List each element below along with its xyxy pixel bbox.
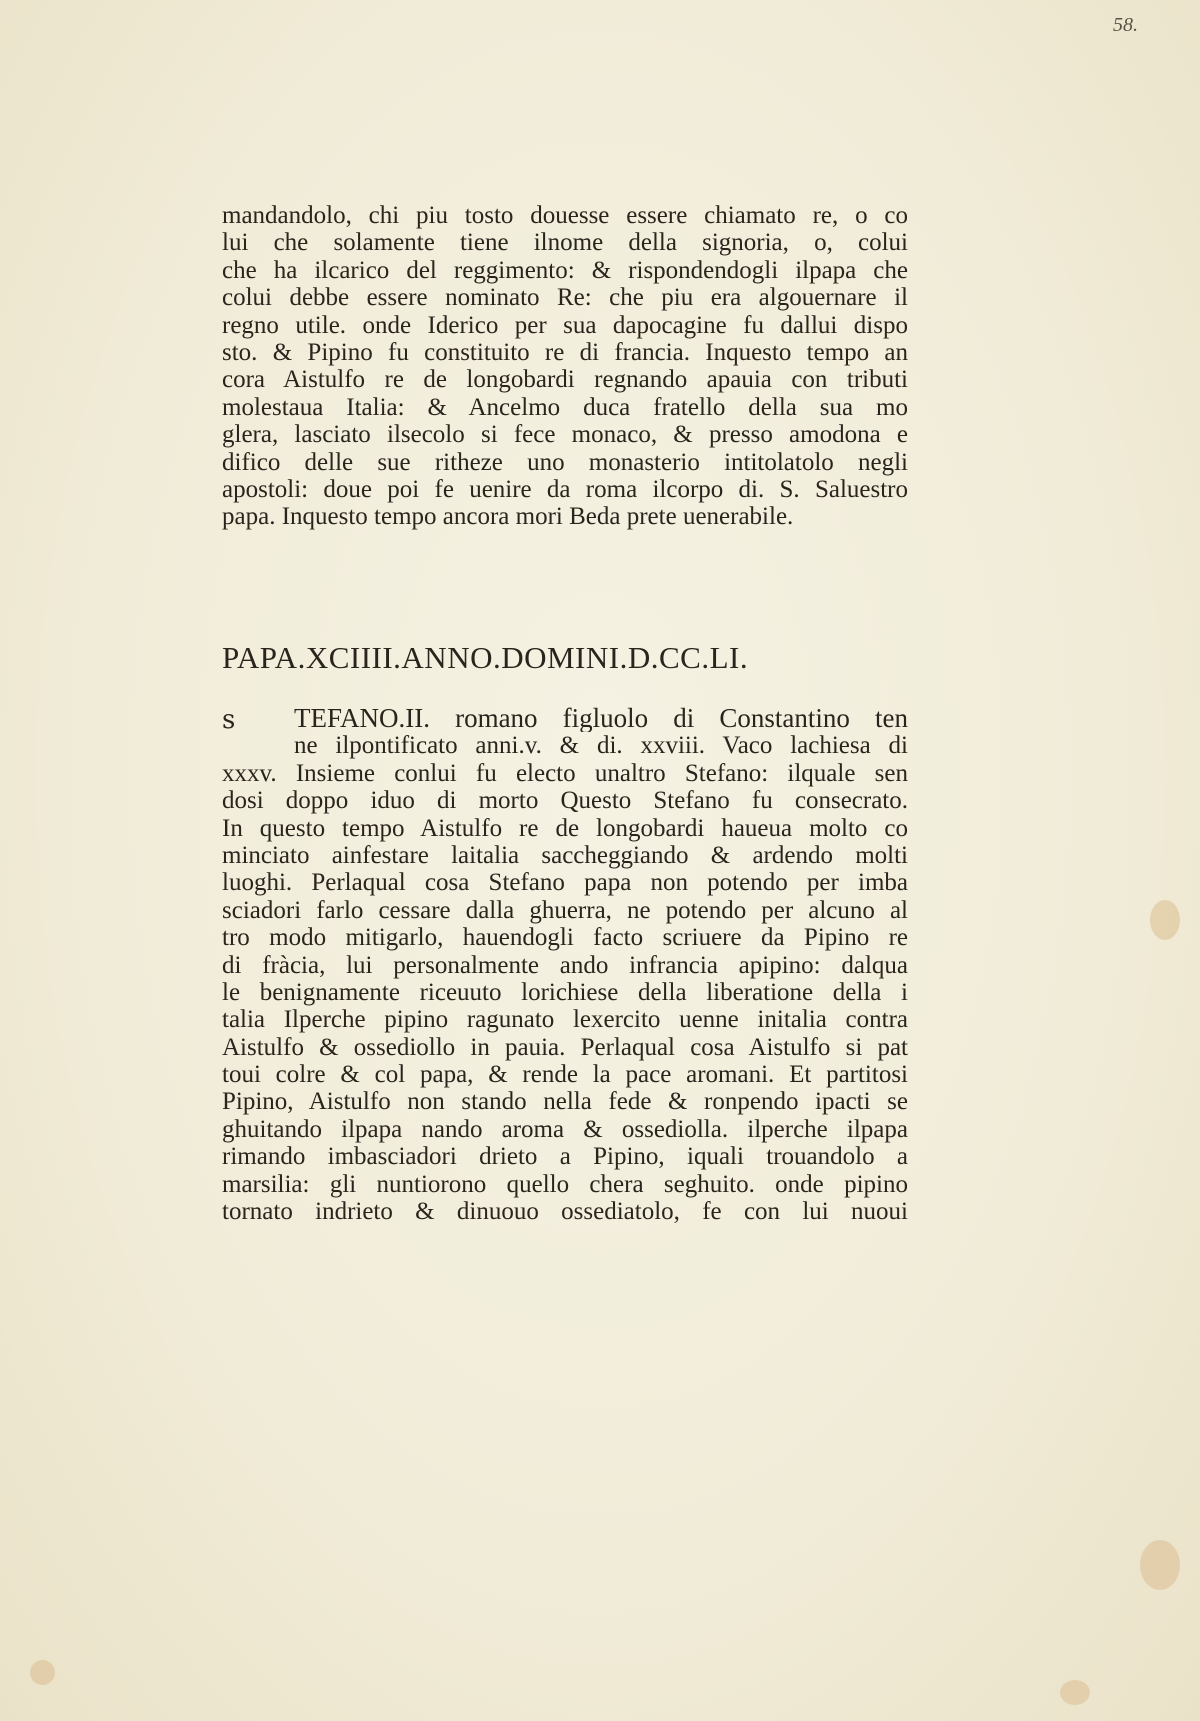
- text-line: xxxv. Insieme conlui fu electo unaltro Stefano: ilquale sen: [222, 759, 908, 787]
- text-line: colui debbe essere nominato Re: che piu era algouernare il: [222, 284, 908, 312]
- foxing-stain: [30, 1660, 55, 1685]
- text-line: glera, lasciato ilsecolo si fece monaco, & presso amodona e: [222, 421, 908, 449]
- foxing-stain: [1140, 1540, 1180, 1590]
- text-line: regno utile. onde Iderico per sua dapocagine fu dallui dispo: [222, 311, 908, 339]
- text-line: ghuitando ilpapa nando aroma & ossediolla. ilperche ilpapa: [222, 1115, 908, 1143]
- text-line: sciadori farlo cessare dalla ghuerra, ne potendo per alcuno al: [222, 896, 908, 924]
- text-line: che ha ilcarico del reggimento: & rispondendogli ilpapa che: [222, 256, 908, 284]
- text-line: difico delle sue ritheze uno monasterio intitolatolo negli: [222, 448, 908, 476]
- paragraph-1: [222, 202, 908, 531]
- text-line: di fràcia, lui personalmente ando infrancia apipino: dalqua: [222, 951, 908, 979]
- text-line: papa. Inquesto tempo ancora mori Beda prete uenerabile.: [222, 503, 794, 531]
- text-line: In questo tempo Aistulfo re de longobardi haueua molto co: [222, 814, 908, 842]
- text-line: tro modo mitigarlo, hauendogli facto scriuere da Pipino re: [222, 924, 908, 952]
- text-line: cora Aistulfo re de longobardi regnando apauia con tributi: [222, 366, 908, 394]
- foxing-stain: [1060, 1680, 1090, 1705]
- text-line: marsilia: gli nuntiorono quello chera seghuito. onde pipino: [222, 1170, 908, 1198]
- initial-guide-letter: s: [222, 705, 236, 735]
- foxing-stain: [1150, 900, 1180, 940]
- text-line: molestaua Italia: & Ancelmo duca fratello della sua mo: [222, 393, 908, 421]
- text-line: rimando imbasciadori drieto a Pipino, iquali trouandolo a: [222, 1143, 908, 1171]
- section-heading: PAPA.XCIIII.ANNO.DOMINI.D.CC.LI.: [222, 640, 749, 675]
- text-line: TEFANO.II. romano figluolo di Constantino ten: [294, 705, 908, 733]
- text-line: Aistulfo & ossediollo in pauia. Perlaqual cosa Aistulfo si pat: [222, 1033, 908, 1061]
- text-line: dosi doppo iduo di morto Questo Stefano fu consecrato.: [222, 787, 908, 815]
- text-line: apostoli: doue poi fe uenire da roma ilcorpo di. S. Saluestro: [222, 475, 908, 503]
- text-line: mandandolo, chi piu tosto douesse essere chiamato re, o co: [222, 202, 908, 229]
- text-line: sto. & Pipino fu constituito re di francia. Inquesto tempo an: [222, 338, 908, 366]
- text-line: luoghi. Perlaqual cosa Stefano papa non potendo per imba: [222, 869, 908, 897]
- text-line: tornato indrieto & dinuouo ossediatolo, fe con lui nuoui: [222, 1198, 908, 1226]
- paragraph-2: [222, 705, 908, 1225]
- text-line: Pipino, Aistulfo non stando nella fede & ronpendo ipacti se: [222, 1088, 908, 1116]
- text-line: toui colre & col papa, & rende la pace aromani. Et partitosi: [222, 1061, 908, 1089]
- text-line: le benignamente riceuuto lorichiese della liberatione della i: [222, 978, 908, 1006]
- text-line: talia Ilperche pipino ragunato lexercito uenne initalia contra: [222, 1006, 908, 1034]
- text-line: ne ilpontificato anni.v. & di. xxviii. Vaco lachiesa di: [294, 732, 908, 760]
- page-number: 58.: [1113, 14, 1138, 36]
- text-line: minciato ainfestare laitalia saccheggiando & ardendo molti: [222, 841, 908, 869]
- text-line: lui che solamente tiene ilnome della signoria, o, colui: [222, 229, 908, 257]
